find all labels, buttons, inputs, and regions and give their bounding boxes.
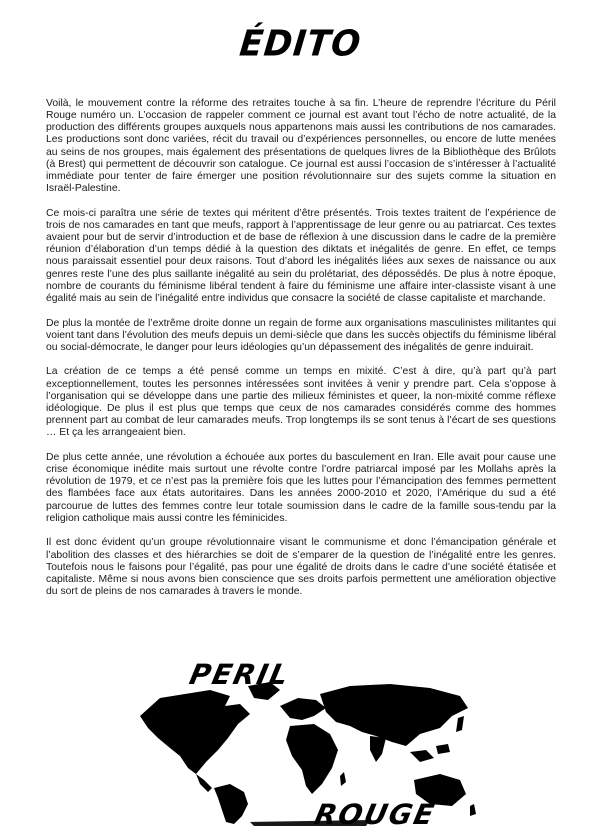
editorial-body <box>46 98 556 611</box>
paragraph: Il est donc évident qu’un groupe révolutionnaire visant le communisme et donc l’émancipation générale et l’abolition des classes et des hiérarchies se doit de s’emparer de la question de l’inégalité entre les genres. Toutefois nous le faisons pour l’égalité, pas pour une égalité de droits dans le cadre d’une société étatisée et capitaliste. Même si nous avons bien conscience que ses droits parfois permettent une amélioration objective du sort de pleins de nos camarades à travers le monde. <box>46 537 556 597</box>
paragraph: Ce mois-ci paraîtra une série de textes qui méritent d’être présentés. Trois textes traitent de l’expérience de trois de nos camarades en tant que meufs, rapport à l’apprentissage de leur genre ou au patriarcat. Ces textes avaient pour but de servir d’introduction et de base de réflexion à une discussion dans le cadre de la première réunion d’élaboration d’un temps dédié à la question des diktats et inégalités de genre. En effet, ce temps nous paraissait essentiel pour deux raisons. Tout d’abord les inégalités liées aux sexes de naissance ou aux genres reste l’une des plus saillante inégalité au sein du prolétariat, des dépossédés. De plus à notre époque, nombre de courants du féminisme libéral tendent à faire du féminisme une affaire inter-classiste visant à une égalité mais au sein de l’inégalité entre individus que consacre la société de classe capitaliste et marchande. <box>46 207 556 304</box>
paragraph: De plus cette année, une révolution a échouée aux portes du basculement en Iran. Elle avait pour cause une crise économique inédite mais surtout une révolte contre l’ordre patriarcal imposé par les Mollahs après la révolution de 1979, et ce n’est pas la première fois que les luttes pour l’émancipation des femmes permettent des flambées face aux états autoritaires. Dans les années 2000-2010 et 2020, l’Amérique du sud a été parcourue de luttes des femmes contre leur totale soumission dans le cadre de la famille sous-tendu par la religion catholique mais aussi contre les féminicides. <box>46 451 556 524</box>
paragraph: Voilà, le mouvement contre la réforme des retraites touche à sa fin. L’heure de reprendre l’écriture du Péril Rouge numéro un. L’occasion de rappeler comment ce journal est avant tout l’écho de notre actualité, de la production des différents groupes auxquels nous appartenons mais aussi les contributions de nos camarades. Les productions sont donc variées, récit du travail ou d’expériences personnelles, ou encore de lutte menées au seins de nos groupes, mais également des présentations de quelques livres de la Bibliothèque des Brûlots (à Brest) qui permettent de découvrir son catalogue. Ce journal est aussi l’occasion de s’intéresser à l’actualité immédiate pour tenter de faire émerger une position révolutionnaire sur des sujets comme la situation en Israël-Palestine. <box>46 98 556 195</box>
paragraph: De plus la montée de l’extrême droite donne un regain de forme aux organisations masculinistes militantes qui voient tant dans l’évolution des meufs depuis un demi-siècle que dans les succès objectifs du féminisme libéral ou social-démocrate, le danger pour leurs idéologies qu’un dépassement des inégalités de genre induirait. <box>46 317 556 353</box>
logo-word-rouge: ROUGE <box>311 798 439 831</box>
logo-word-peril: PERIL <box>186 658 294 691</box>
page-title: ÉDITO <box>237 23 364 65</box>
paragraph: La création de ce temps a été pensé comme un temps en mixité. C’est à dire, qu’à part qu’à part exceptionnellement, toutes les personnes intéressées sont invitées à venir y prendre part. Cela s’oppose à l’organisation qui se développe dans une partie des milieux féministes et queer, la non-mixité comme réflexe idéologique. De plus il est plus que temps que ceux de nos camarades considérés comme des hommes prennent part au combat de leur camarades meufs. Trop longtemps ils se sont tenus à l’écart de ses questions … Et ça les arrangeaient bien. <box>46 366 556 439</box>
peril-rouge-logo <box>130 660 480 836</box>
